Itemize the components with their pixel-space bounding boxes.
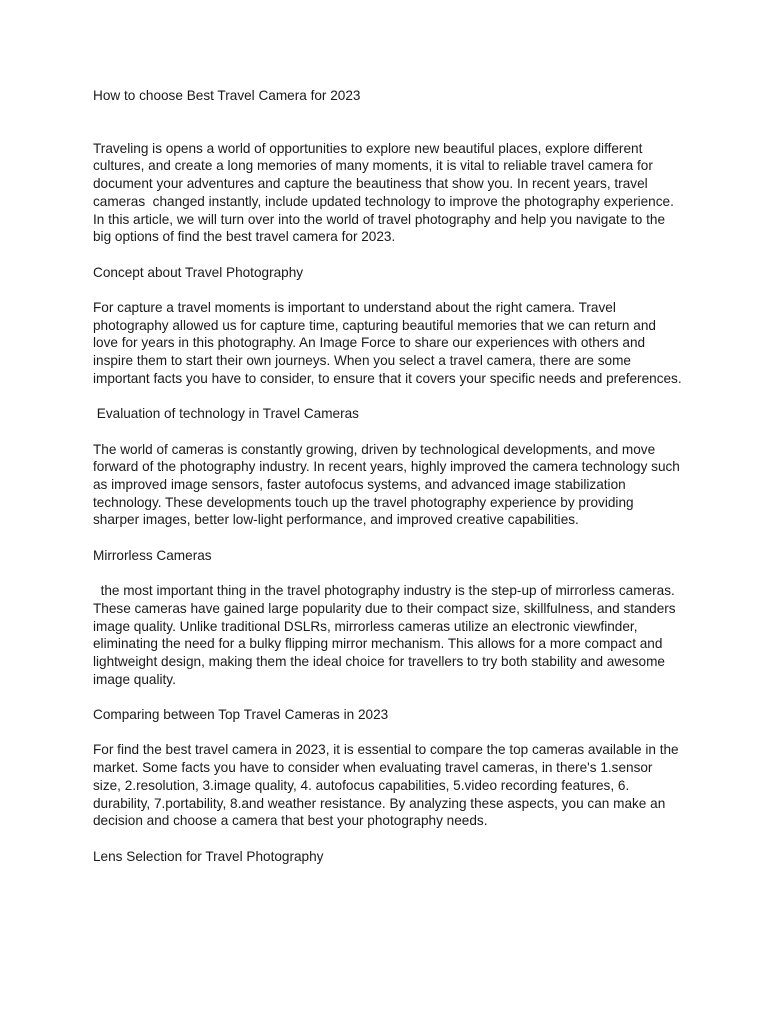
section-body-comparing: For find the best travel camera in 2023, it is essential to compare the top cameras available in the market. Some facts you have to consider when evaluating travel cameras, in there's 1.sensor size, 2.resolution, 3.image quality, 4. autofocus capabilities, 5.video recording features, 6. durability, 7.portability, 8.and weather resistance. By analyzing these aspects, you can make an decision and choose a camera that best your photography needs. bbox=[93, 742, 683, 829]
section-body-mirrorless: the most important thing in the travel photography industry is the step-up of mirrorless cameras. These cameras have gained large popularity due to their compact size, skillfulness, and standers image quality. Unlike traditional DSLRs, mirrorless cameras utilize an electronic viewfinder, eliminating the need for a bulky flipping mirror mechanism. This allows for a more compact and lightweight design, making them the ideal choice for travellers to try both stability and awesome image quality. bbox=[93, 583, 680, 687]
section-body-concept: For capture a travel moments is important to understand about the right camera. Travel photography allowed us for capture time, capturing beautiful memories that we can return and love for years in this photography. An Image Force to share our experiences with others and inspire them to start their own journeys. When you select a travel camera, there are some important facts you have to consider, to ensure that it covers your specific needs and preferences. bbox=[93, 300, 682, 386]
section-body-evaluation: The world of cameras is constantly growing, driven by technological developments, and move forward of the photography industry. In recent years, highly improved the camera technology such as improved image sensors, faster autofocus systems, and advanced image stabilization technology. These developments touch up the travel photography experience by providing sharper images, better low-light performance, and improved creative capabilities. bbox=[93, 441, 684, 528]
section-heading-comparing: Comparing between Top Travel Cameras in 2023 bbox=[93, 707, 389, 723]
section-heading-mirrorless: Mirrorless Cameras bbox=[93, 547, 212, 563]
section-heading-concept: Concept about Travel Photography bbox=[93, 264, 304, 280]
intro-paragraph: Traveling is opens a world of opportunities to explore new beautiful places, explore different cultures, and create a long memories of many moments, it is vital to reliable travel camera for document your adventures and capture the beautiness that show you. In recent years, travel cameras changed instantly, include updated technology to improve the photography experience. In this article, we will turn over into the world of travel photography and help you navigate to the big options of find the best travel camera for 2023. bbox=[93, 140, 678, 245]
section-heading-lens: Lens Selection for Travel Photography bbox=[93, 848, 324, 864]
section-heading-evaluation: Evaluation of technology in Travel Cameras bbox=[93, 406, 359, 422]
document-page bbox=[93, 87, 683, 883]
document-title: How to choose Best Travel Camera for 2023 bbox=[93, 88, 361, 103]
